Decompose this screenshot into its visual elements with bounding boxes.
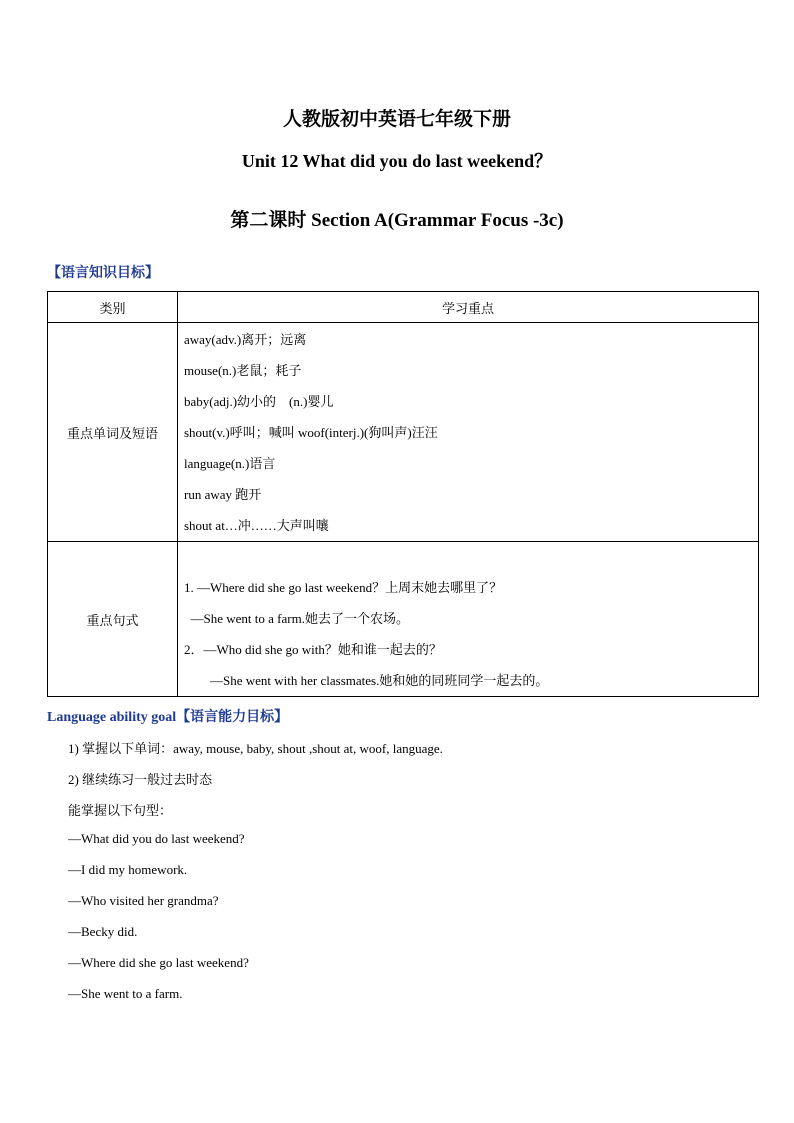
header-category: 类别 <box>48 292 178 323</box>
document-title: 人教版初中英语七年级下册 <box>282 109 511 130</box>
sentence-item: 1. —Where did she go last weekend？上周末她去哪里了？ <box>184 580 503 595</box>
knowledge-goal-heading: 【语言知识目标】 <box>47 266 159 281</box>
category-vocabulary: 重点单词及短语 <box>48 323 178 542</box>
vocabulary-list <box>178 323 759 542</box>
ability-line: —I did my homework. <box>68 862 188 877</box>
knowledge-goal-table <box>47 291 759 697</box>
category-sentences: 重点句式 <box>48 542 178 697</box>
sentence-item: —She went to a farm.她去了一个农场。 <box>184 611 409 626</box>
ability-line: 2) 继续练习一般过去时态 <box>68 772 213 787</box>
sentence-item: 2．—Who did she go with？她和谁一起去的？ <box>184 642 442 657</box>
sentence-item: —She went with her classmates.她和她的同班同学一起去的。 <box>184 673 549 688</box>
vocab-item: shout(v.)呼叫；喊叫 woof(interj.)(狗叫声)汪汪 <box>184 424 438 440</box>
vocab-item: run away 跑开 <box>184 486 262 502</box>
ability-line: —Becky did. <box>68 924 138 939</box>
ability-line: 1) 掌握以下单词：away, mouse, baby, shout ,shout at, woof, language. <box>68 741 443 756</box>
vocab-item: language(n.)语言 <box>184 455 276 471</box>
ability-line: 能掌握以下句型： <box>68 803 173 818</box>
sentence-list <box>178 542 759 697</box>
ability-line: —What did you do last weekend? <box>68 831 245 846</box>
ability-goal-heading: Language ability goal【语言能力目标】 <box>47 710 289 725</box>
header-focus: 学习重点 <box>178 292 759 323</box>
ability-line: —She went to a farm. <box>68 986 183 1001</box>
ability-line: —Where did she go last weekend? <box>68 955 249 970</box>
vocab-item: away(adv.)离开；远离 <box>184 331 307 347</box>
vocab-item: shout at…冲……大声叫嚷 <box>184 517 329 533</box>
table-header-row <box>48 292 759 323</box>
lesson-title: 第二课时 Section A(Grammar Focus -3c) <box>230 210 564 231</box>
vocab-item: baby(adj.)幼小的 (n.)婴儿 <box>184 393 334 409</box>
unit-title: Unit 12 What did you do last weekend？ <box>241 151 553 171</box>
vocab-item: mouse(n.)老鼠；耗子 <box>184 362 302 378</box>
table-row-vocabulary <box>48 323 759 542</box>
ability-line: —Who visited her grandma? <box>68 893 219 908</box>
table-row-sentences <box>48 542 759 697</box>
